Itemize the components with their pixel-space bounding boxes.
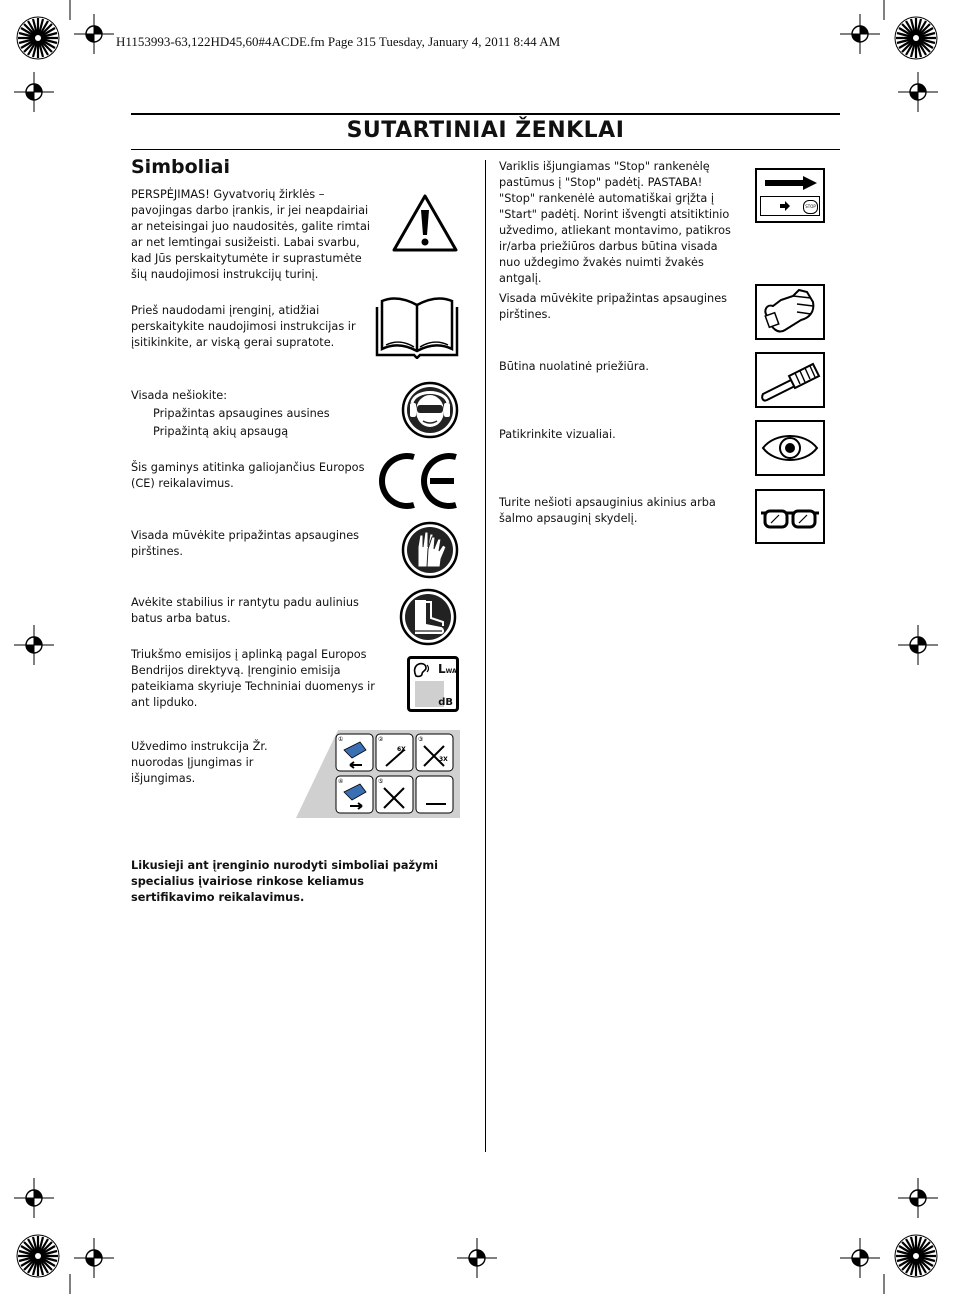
start-instructions-text: Užvedimo instrukcija Žr. nuorodas Įjungimas ir išjungimas. <box>131 740 268 785</box>
always-wear-label: Visada nešiokite: <box>131 389 228 402</box>
column-divider <box>485 160 486 1152</box>
arrow-right-icon <box>763 175 819 191</box>
protective-gloves-icon <box>401 521 459 579</box>
cleaning-text: Būtina nuolatinė priežiūra. <box>499 360 650 373</box>
eye-protection-text: Pripažintą akių apsaugą <box>153 425 289 438</box>
other-symbols-text: Likusieji ant įrenginio nurodyti simboliai pažymi specialius įvairiose rinkose keliamus sertifikavimo reikalavimus. <box>131 859 439 904</box>
ear-protection-text: Pripažintas apsaugines ausines <box>153 407 330 420</box>
glove-box-icon <box>755 284 825 340</box>
svg-text:③: ③ <box>418 736 424 743</box>
page-title: SUTARTINIAI ŽENKLAI <box>346 118 625 143</box>
warning-triangle-icon <box>391 193 459 253</box>
brush-icon <box>757 354 823 406</box>
ear-eye-protection-icon <box>401 381 459 439</box>
visual-check-text: Patikrinkite vizualiai. <box>499 428 616 441</box>
file-header: H1153993-63,122HD45,60#4ACDE.fm Page 315 Tuesday, January 4, 2011 8:44 AM <box>116 34 561 49</box>
cleaning-brush-box-icon <box>755 352 825 408</box>
svg-text:①: ① <box>338 736 344 743</box>
db-label: dB <box>438 697 453 708</box>
goggles-box-icon <box>755 489 825 544</box>
stop-button-label: STOP <box>803 200 818 214</box>
lwa-label: LWA <box>438 662 457 676</box>
title-rule-bottom <box>131 149 840 150</box>
svg-text:⑤: ⑤ <box>378 778 384 785</box>
start-instructions-icon <box>294 728 462 820</box>
sound-icon <box>413 662 431 678</box>
gloves-text-left: Visada mūvėkite pripažintas apsaugines pirštines. <box>131 529 360 558</box>
safety-boots-icon <box>399 588 457 646</box>
eye-icon <box>757 422 823 474</box>
boots-text: Avėkite stabilius ir rantytu padu aulinius batus arba batus. <box>131 596 359 625</box>
title-rule-top <box>131 113 840 115</box>
noise-label-icon <box>407 656 459 712</box>
ce-text: Šis gaminys atitinka galiojančius Europos (CE) reikalavimus. <box>131 461 365 490</box>
section-title: Simboliai <box>131 156 231 178</box>
svg-text:②: ② <box>378 736 384 743</box>
read-manual-text: Prieš naudodami įrenginį, atidžiai perskaitykite naudojimosi instrukcijas ir įsitikinkite, ar viską gerai supratote. <box>131 304 356 349</box>
manual-book-icon <box>374 297 460 359</box>
glove-icon <box>757 286 823 338</box>
warning-text: PERSPĖJIMAS! Gyvatvorių žirklės – pavojingas darbo įrankis, ir jei neapdairiai ar neteisingai juo naudositės, galite rimtai ar net lemtingai susižeisti. Labai svarbu, kad Jūs perskaitytumėte ir suprastumėte šių naudojimosi instrukcijų turinį. <box>131 188 371 281</box>
svg-text:3X: 3X <box>439 756 448 763</box>
ce-mark-icon <box>378 451 462 511</box>
small-arrow-icon <box>779 201 791 211</box>
visual-check-box-icon <box>755 420 825 476</box>
stop-switch-icon <box>755 168 825 223</box>
noise-text: Triukšmo emisijos į aplinką pagal Europos Bendrijos direktyvą. Įrenginio emisija pateikiama skyriuje Techniniai duomenys ir ant lipduko. <box>131 648 375 709</box>
svg-text:④: ④ <box>338 778 344 785</box>
goggles-text: Turite nešioti apsauginius akinius arba šalmo apsauginį skydelį. <box>499 496 716 525</box>
svg-text:6X: 6X <box>397 746 406 753</box>
safety-glasses-icon <box>757 491 823 542</box>
stop-text: Variklis išjungiamas "Stop" rankenėlę pastūmus į "Stop" padėtį. PASTABA! "Stop" rankenėlė automatiškai grįžta į "Start" padėtį. Norint išvengti atsitiktinio užvedimo, atliekant montavimo, patikros ir/arba priežiūros darbus būtina visada nuo uždegimo žvakės nuimti žvakės antgalį. <box>499 160 731 285</box>
gloves-text-right: Visada mūvėkite pripažintas apsaugines pirštines. <box>499 292 728 321</box>
